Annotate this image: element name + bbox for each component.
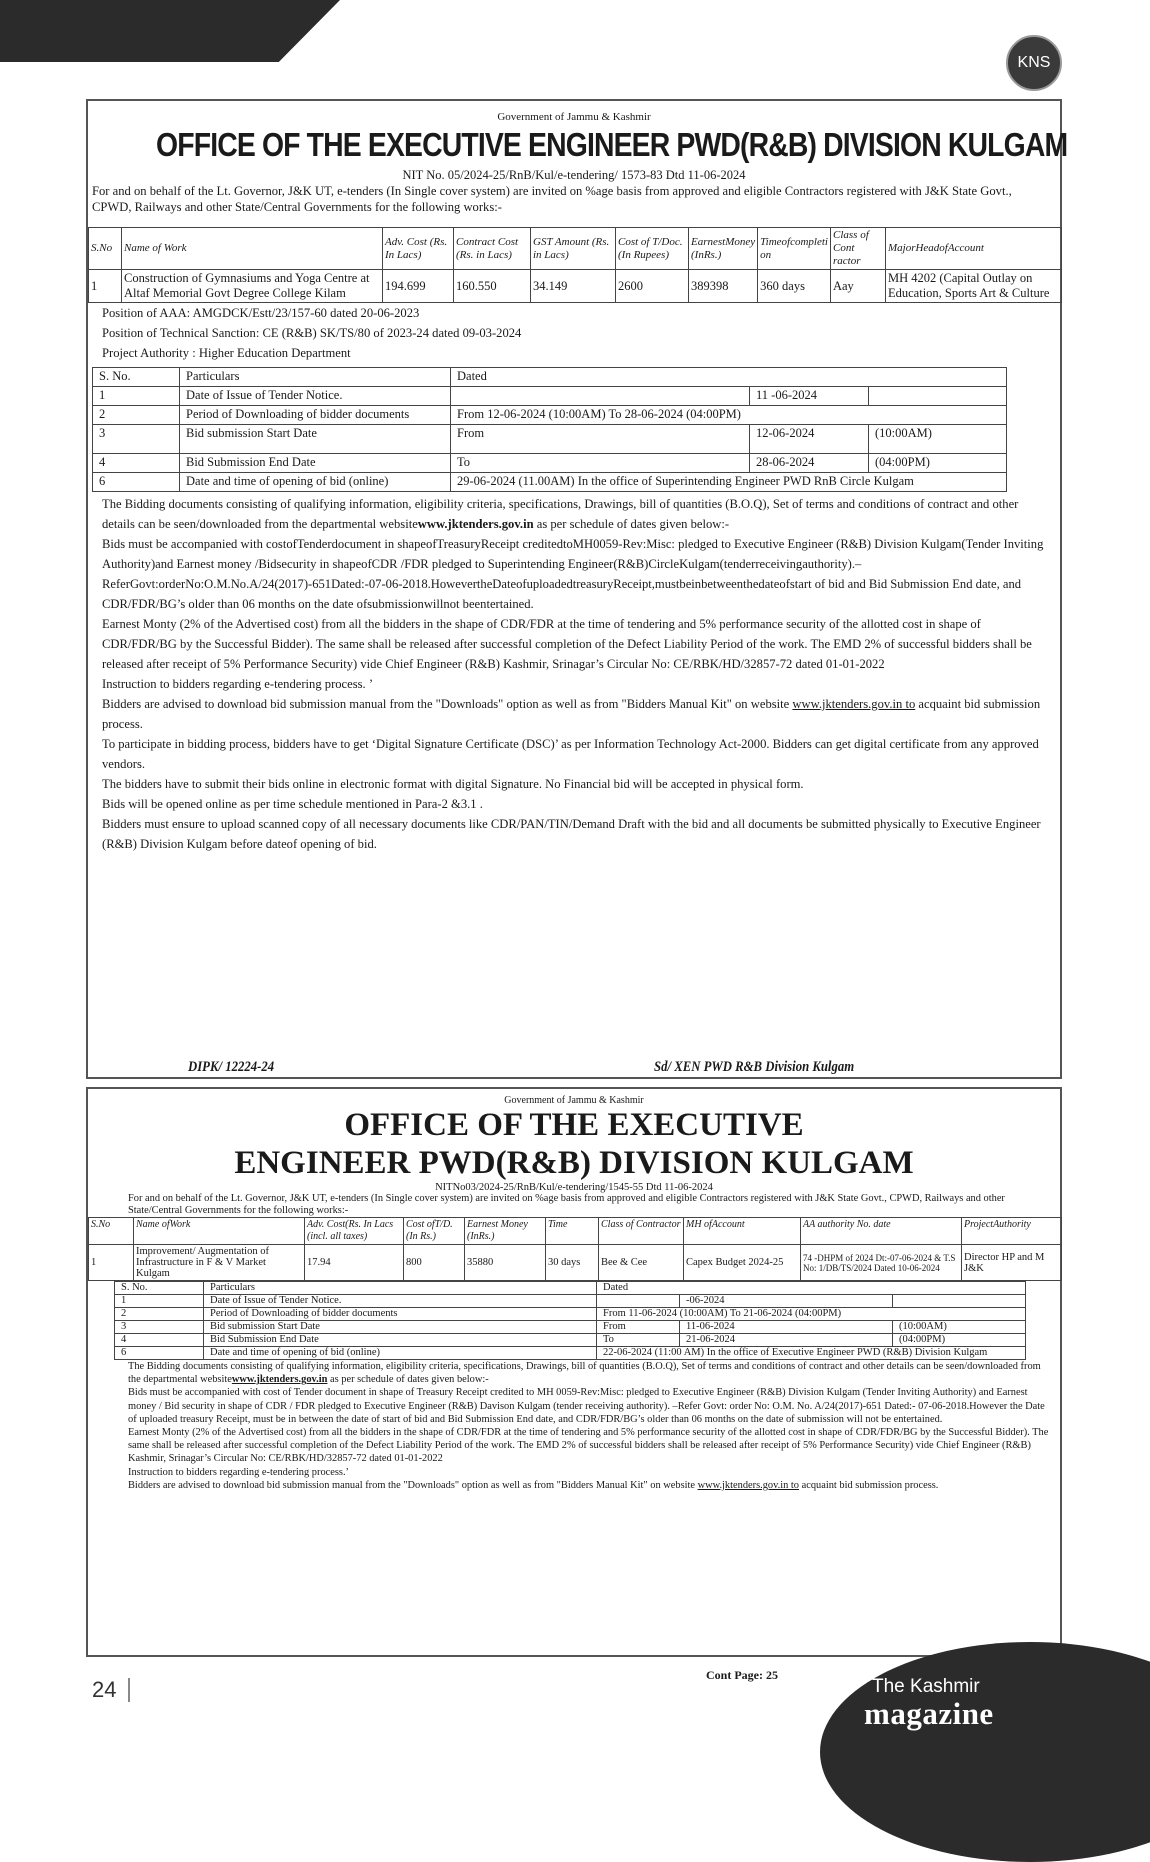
intro-text: For and on behalf of the Lt. Governor, J&K UT, e-tenders (In Single cover system) are invited on %age basis from approved and eligible Contractors registered with J&K State Govt., CPWD, Railways and other State/Central Governments for the following works:- (128, 1193, 1005, 1216)
cell: From 11-06-2024 (10:00AM) To 21-06-2024 (04:00PM) (597, 1308, 1026, 1321)
page-number: 24 (92, 1677, 117, 1702)
col-gst: GST Amount (Rs. in Lacs) (531, 228, 616, 270)
intro-text: For and on behalf of the Lt. Governor, J&K UT, e-tenders (In Single cover system) are invited on %age basis from approved and eligible Contractors registered with J&K State Govt., CPWD, Railways and other State/Central Governments for the following works:- (92, 184, 1012, 214)
cell: 30 days (546, 1245, 599, 1281)
table-row (115, 1295, 1026, 1308)
col-time: Timeofcompleti on (758, 228, 831, 270)
col-class: Class of Cont ractor (830, 228, 885, 270)
cell (451, 387, 750, 406)
col-earnest: EarnestMoney (InRs.) (689, 228, 758, 270)
cell: 11 -06-2024 (750, 387, 869, 406)
para-text: acquaint bid submission process. (102, 697, 1041, 731)
cell: From (597, 1321, 680, 1334)
col-mh: MH ofAccount (684, 1218, 801, 1245)
cell: Bid Submission End Date (180, 454, 451, 473)
para-documents: Bidders must ensure to upload scanned copy of all necessary documents like CDR/PAN/TIN/Demand Draft with the bid and all documents be submitted physically to Executive Engineer (R&B) Division Kulgam before dateof opening of bid. (102, 817, 1041, 851)
cell (597, 1295, 680, 1308)
cell: Period of Downloading of bidder documents (204, 1308, 597, 1321)
col-name: Name ofWork (134, 1218, 305, 1245)
cell: (10:00AM) (869, 425, 1007, 454)
schedule-table (114, 1281, 1026, 1360)
cell: To (597, 1334, 680, 1347)
col-authority: ProjectAuthority (962, 1218, 1062, 1245)
cell: Date of Issue of Tender Notice. (180, 387, 451, 406)
col-doc-cost: Cost ofT/D. (In Rs.) (404, 1218, 465, 1245)
dipk-number: DIPK/ 12224-24 (188, 1059, 275, 1075)
cell: 1 (93, 387, 180, 406)
kns-logo-text: KNS (1017, 54, 1051, 71)
aaa-position: Position of AAA: AMGDCK/Estt/23/157-60 dated 20-06-2023 (102, 306, 420, 320)
website-link[interactable]: www.jktenders.gov.in to (697, 1479, 799, 1491)
cell: Dated (451, 368, 1007, 387)
website-link[interactable]: www.jktenders.gov.in to (792, 697, 916, 711)
cell (893, 1295, 1026, 1308)
office-title: OFFICE OF THE EXECUTIVE ENGINEER PWD(R&B) DIVISION KULGAM (156, 126, 1068, 163)
cell: Construction of Gymnasiums and Yoga Centre at Altaf Memorial Govt Degree College Kilam (122, 270, 383, 303)
website-link[interactable]: www.jktenders.gov.in (231, 1374, 328, 1386)
para-text: The Bidding documents consisting of qualifying information, eligibility criteria, specifications, Drawings, bill of quantities (B.O.Q), Set of terms and conditions of contract and other details can be seen/downloaded from the departmental website (102, 497, 1019, 531)
cell: 3 (93, 425, 180, 454)
para-manual (88, 1479, 1060, 1492)
ts-position: Position of Technical Sanction: CE (R&B) SK/TS/80 of 2023-24 dated 09-03-2024 (102, 326, 522, 340)
cell: 800 (404, 1245, 465, 1281)
cell: To (451, 454, 750, 473)
nit-number: NIT No. 05/2024-25/RnB/Kul/e-tendering/ 1573-83 Dtd 11-06-2024 (402, 168, 746, 182)
cell: (04:00PM) (893, 1334, 1026, 1347)
cell: 360 days (758, 270, 831, 303)
para-text: Bidders are advised to download bid submission manual from the "Downloads" option as well as from "Bidders Manual Kit" on website (102, 697, 793, 711)
cell: 2 (115, 1308, 204, 1321)
schedule-header (115, 1282, 1026, 1295)
col-sno: S.No (89, 228, 122, 270)
col-adv-cost: Adv. Cost(Rs. In Lacs (incl. all taxes) (305, 1218, 404, 1245)
works-table (88, 1217, 1062, 1281)
cell: -06-2024 (680, 1295, 893, 1308)
col-class: Class of Contractor (599, 1218, 684, 1245)
col-name: Name of Work (122, 228, 383, 270)
cell: Particulars (204, 1282, 597, 1295)
cell: 21-06-2024 (680, 1334, 893, 1347)
cell: From (451, 425, 750, 454)
project-authority: Project Authority : Higher Education Department (102, 346, 351, 360)
cell: 11-06-2024 (680, 1321, 893, 1334)
cell: 1 (115, 1295, 204, 1308)
schedule-header (93, 368, 1007, 387)
cell: Improvement/ Augmentation of Infrastructure in F & V Market Kulgam (134, 1245, 305, 1281)
cell: 194.699 (383, 270, 454, 303)
office-title-line1: OFFICE OF THE EXECUTIVE (344, 1107, 804, 1143)
para-instruction: Instruction to bidders regarding e-tendering process.’ (128, 1466, 350, 1478)
para-earnest-money: Earnest Monty (2% of the Advertised cost) from all the bidders in the shape of CDR/FDR at the time of tendering and 5% performance security of the allotted cost in shape of CDR/FDR/BG by the Successful Bidder). The same shall be released after successful completion of the Defect Liability Period of the work. The EMD 2% of successful bidders shall be released after receipt of 5% Performance Security) vide Chief Engineer (R&B) Kashmir, Srinagar’s Circular No: CE/RBK/HD/32857-72 dated 01-01-2022 (102, 617, 1032, 671)
header-band (0, 0, 340, 62)
table-row (93, 425, 1007, 454)
para-manual (88, 694, 1060, 734)
cell: 1 (89, 270, 122, 303)
table-row (89, 1245, 1062, 1281)
works-table (88, 227, 1062, 303)
col-adv-cost: Adv. Cost (Rs. In Lacs) (383, 228, 454, 270)
cell: Director HP and M J&K (962, 1245, 1062, 1281)
cell: Aay (830, 270, 885, 303)
para-text: as per schedule of dates given below:- (533, 517, 730, 531)
cell: 12-06-2024 (750, 425, 869, 454)
table-row (93, 454, 1007, 473)
cell: 17.94 (305, 1245, 404, 1281)
cell: Bid submission Start Date (180, 425, 451, 454)
col-head: MajorHeadofAccount (885, 228, 1061, 270)
para-bid-cost: Bids must be accompanied with costofTenderdocument in shapeofTreasuryReceipt creditedtoMH0059-Rev:Misc: pledged to Executive Engineer (R&B) Division Kulgam(Tender Inviting Authority)and Earnest money /Bidsecurity in shapeofCDR /FDR pledged to Superintending Engineer(R&B)CircleKulgam(tenderreceivingauthority).–ReferGovt:orderNo:O.M.No.A/24(2017)-651Dated:-07-06-2018.HowevertheDateofuploadedtreasuryReceipt,mustbeinbetweenthedateofstart of bid and Bid Submission End date, and CDR/FDR/BG’s older than 06 months on the date ofsubmissionwillnot beentertained. (102, 537, 1044, 611)
kns-logo (1006, 35, 1062, 91)
para-bidding-documents (88, 1360, 1060, 1386)
cell: S. No. (115, 1282, 204, 1295)
magazine-logo-line2: magazine (864, 1696, 994, 1731)
cell: 3 (115, 1321, 204, 1334)
cell: Bid Submission End Date (204, 1334, 597, 1347)
cell: Dated (597, 1282, 1026, 1295)
magazine-logo-line1: The Kashmir (872, 1676, 980, 1697)
cell: MH 4202 (Capital Outlay on Education, Sports Art & Culture (885, 270, 1061, 303)
table-row (93, 406, 1007, 425)
cell: From 12-06-2024 (10:00AM) To 28-06-2024 (04:00PM) (451, 406, 1007, 425)
website-link[interactable]: www.jktenders.gov.in (417, 517, 534, 531)
tender-notice-1 (86, 99, 1068, 1079)
works-table-header (89, 1218, 1062, 1245)
para-text: as per schedule of dates given below:- (327, 1374, 489, 1386)
col-doc-cost: Cost of T/Doc. (In Rupees) (616, 228, 689, 270)
col-sno: S.No (89, 1218, 134, 1245)
para-bidding-documents (88, 494, 1060, 534)
page-divider (128, 1678, 130, 1702)
para-bid-cost: Bids must be accompanied with cost of Tender document in shape of Treasury Receipt credited to MH 0059-Rev:Misc: pledged to Executive Engineer (R&B) Division Kulgam (Tender Inviting Authority) and Earnest money / Bid security in shape of CDR / FDR pledged to Executive Engineer (R&B) Davison Kulgam (tender receiving authority). –Refer Govt: order No: O.M. No. A/24(2017)-651 Dated:- 07-06-2018.However the Date of uploaded treasury Receipt, must be in between the date of start of bid and Bid Submission End date, and CDR/FDR/BG’s older than 06 months on the date of submission will not be entertained. (128, 1387, 1045, 1425)
gov-line: Government of Jammu & Kashmir (504, 1095, 644, 1106)
table-row (93, 387, 1007, 406)
cell: S. No. (93, 368, 180, 387)
col-earnest: Earnest Money (InRs.) (465, 1218, 546, 1245)
cell: Date and time of opening of bid (online) (204, 1347, 597, 1360)
cell: 74 -DHPM of 2024 Dt:-07-06-2024 & T.S No: 1/DB/TS/2024 Dated 10-06-2024 (801, 1245, 962, 1281)
cell: 4 (93, 454, 180, 473)
office-title-line2: ENGINEER PWD(R&B) DIVISION KULGAM (234, 1145, 914, 1181)
cell: 22-06-2024 (11:00 AM) In the office of Executive Engineer PWD (R&B) Division Kulgam (597, 1347, 1026, 1360)
col-aa: AA authority No. date (801, 1218, 962, 1245)
cell: Date and time of opening of bid (online) (180, 473, 451, 492)
cell: 28-06-2024 (750, 454, 869, 473)
cell: Date of Issue of Tender Notice. (204, 1295, 597, 1308)
cell: Bid submission Start Date (204, 1321, 597, 1334)
table-row (115, 1308, 1026, 1321)
para-earnest-money: Earnest Monty (2% of the Advertised cost) from all the bidders in the shape of CDR/FDR at the time of tendering and 5% performance security of the allotted cost in shape of CDR/FDR/BG by the Successful Bidder). The same shall be released after successful completion of the Defect Liability Period of the work. The EMD 2% of successful bidders shall be released after receipt of 5% Performance Security) vide Chief Engineer (R&B) Kashmir, Srinagar’s Circular No: CE/RBK/HD/32857-72 dated 01-01-2022 (128, 1427, 1049, 1465)
nit-number: NITNo03/2024-25/RnB/Kul/e-tendering/1545-55 Dtd 11-06-2024 (435, 1182, 713, 1193)
cell: (04:00PM) (869, 454, 1007, 473)
cell: Period of Downloading of bidder documents (180, 406, 451, 425)
cell: Capex Budget 2024-25 (684, 1245, 801, 1281)
table-row (89, 270, 1062, 303)
cell: 4 (115, 1334, 204, 1347)
cell: Particulars (180, 368, 451, 387)
signature-line: Sd/ XEN PWD R&B Division Kulgam (654, 1059, 855, 1075)
works-table-header (89, 228, 1062, 270)
table-row (93, 473, 1007, 492)
para-instruction: Instruction to bidders regarding e-tendering process. ’ (102, 677, 374, 691)
col-contract-cost: Contract Cost (Rs. in Lacs) (454, 228, 531, 270)
para-online-bids: The bidders have to submit their bids online in electronic format with digital Signature. No Financial bid will be accepted in physical form. (102, 777, 804, 791)
continued-page: Cont Page: 25 (706, 1668, 778, 1682)
para-text: The Bidding documents consisting of qualifying information, eligibility criteria, specifications, Drawings, bill of quantities (B.O.Q), Set of terms and conditions of contract and other details can be seen/downloaded from the departmental website (128, 1361, 1041, 1386)
cell: 6 (93, 473, 180, 492)
cell: 2600 (616, 270, 689, 303)
table-row (115, 1334, 1026, 1347)
gov-line: Government of Jammu & Kashmir (497, 111, 651, 123)
cell: 34.149 (531, 270, 616, 303)
para-text: acquaint bid submission process. (799, 1479, 939, 1491)
tender-notice-2 (86, 1087, 1062, 1657)
footer-band (820, 1642, 1150, 1862)
cell: 6 (115, 1347, 204, 1360)
cell: 160.550 (454, 270, 531, 303)
schedule-table (92, 367, 1007, 492)
cell: 35880 (465, 1245, 546, 1281)
cell: 2 (93, 406, 180, 425)
cell: 1 (89, 1245, 134, 1281)
table-row (115, 1321, 1026, 1334)
cell: 29-06-2024 (11.00AM) In the office of Superintending Engineer PWD RnB Circle Kulgam (451, 473, 1007, 492)
para-text: Bidders are advised to download bid submission manual from the "Downloads" option as well as from "Bidders Manual Kit" on website (128, 1479, 698, 1491)
para-dsc: To participate in bidding process, bidders have to get ‘Digital Signature Certificate (DSC)’ as per Information Technology Act-2000. Bidders can get digital certificate from any approved vendors. (102, 737, 1039, 771)
cell: (10:00AM) (893, 1321, 1026, 1334)
cell: Bee & Cee (599, 1245, 684, 1281)
para-bid-opening: Bids will be opened online as per time schedule mentioned in Para-2 &3.1 . (102, 797, 483, 811)
table-row (115, 1347, 1026, 1360)
cell: 389398 (689, 270, 758, 303)
cell (869, 387, 1007, 406)
col-time: Time (546, 1218, 599, 1245)
